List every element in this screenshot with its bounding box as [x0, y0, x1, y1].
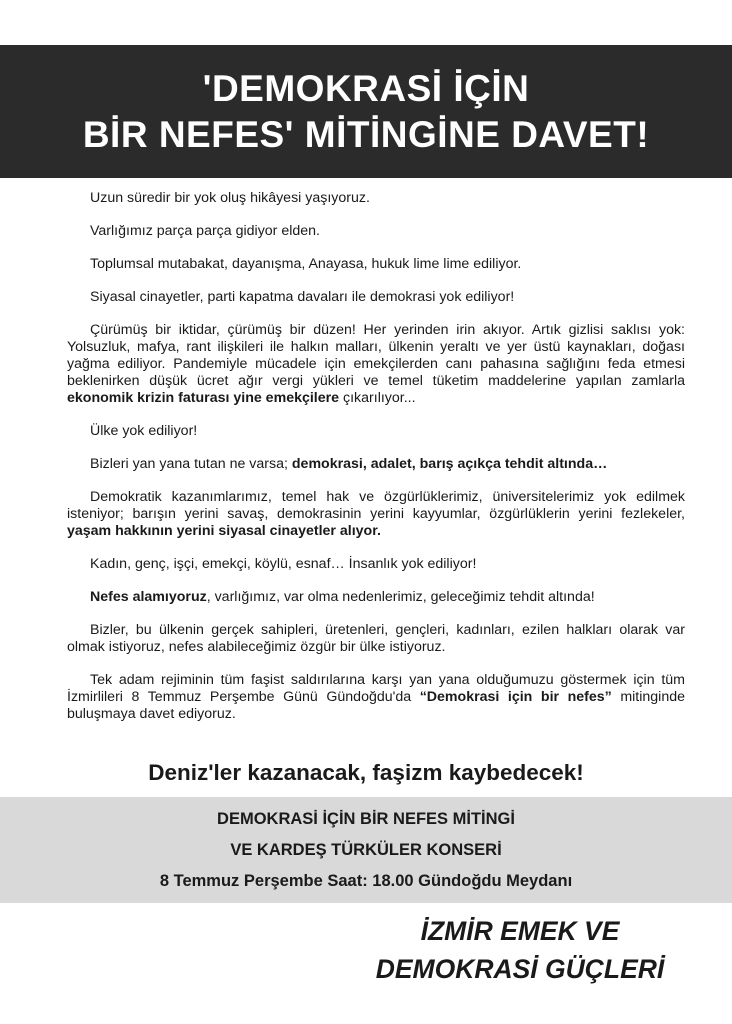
title-banner — [0, 45, 732, 178]
body-paragraph — [67, 672, 685, 723]
event-title: DEMOKRASİ İÇİN BİR NEFES MİTİNGİ — [217, 809, 515, 828]
text-run: Varlığımız parça parça gidiyor elden. — [90, 223, 320, 239]
text-run: Kadın, genç, işçi, emekçi, köylü, esnaf… İnsanlık yok ediliyor! — [90, 556, 477, 572]
text-run: Toplumsal mutabakat, dayanışma, Anayasa, hukuk lime lime ediliyor. — [90, 256, 522, 272]
body-paragraph — [67, 489, 685, 540]
slogan: Deniz'ler kazanacak, faşizm kaybedecek! — [148, 760, 584, 785]
text-run: , varlığımız, var olma nedenlerimiz, geleceğimiz tehdit altında! — [206, 589, 595, 605]
bold-text: ekonomik krizin faturası yine emekçilere — [67, 390, 340, 406]
body-paragraph — [67, 423, 685, 440]
body-paragraph — [67, 622, 685, 656]
text-run: mitinginde buluşmaya davet ediyoruz. — [67, 689, 685, 722]
text-run: Ülke yok ediliyor! — [90, 423, 198, 439]
signature-line-2: DEMOKRASİ GÜÇLERİ — [375, 954, 665, 984]
body-paragraph — [67, 289, 685, 306]
bold-text: Nefes alamıyoruz — [90, 589, 207, 605]
title-line-1: 'DEMOKRASİ İÇİN — [202, 67, 530, 109]
text-run: Bizler, bu ülkenin gerçek sahipleri, üretenleri, gençleri, kadınları, ezilen halkları olarak var olmak istiyoruz, nefes alabileceğimiz özgür bir ülke istiyoruz. — [67, 622, 685, 655]
body-paragraph — [67, 589, 685, 606]
bold-text: yaşam hakkının yerini siyasal cinayetler alıyor. — [67, 523, 381, 539]
title-line-2: BİR NEFES' MİTİNGİNE DAVET! — [82, 113, 650, 155]
text-run: Demokratik kazanımlarımız, temel hak ve özgürlüklerimiz, üniversitelerimiz yok edilmek isteniyor; barışın yerini savaş, demokrasinin yerini kayyumlar, özgürlüklerin yerini fezlekeler, — [67, 489, 685, 522]
body-paragraph — [67, 223, 685, 240]
bold-text: demokrasi, adalet, barış açıkça tehdit altında… — [291, 456, 608, 472]
event-info-band — [0, 797, 732, 903]
body-text — [67, 190, 685, 739]
text-run: Tek adam rejiminin tüm faşist saldırılarına karşı yan yana olduğumuzu göstermek için tüm İzmirlileri 8 Temmuz Perşembe Günü Gündoğdu'da — [67, 672, 685, 705]
event-concert: VE KARDEŞ TÜRKÜLER KONSERİ — [230, 840, 502, 859]
signature — [340, 912, 700, 988]
text-run: Uzun süredir bir yok oluş hikâyesi yaşıyoruz. — [90, 190, 370, 206]
body-paragraph — [67, 456, 685, 473]
body-paragraph — [67, 322, 685, 407]
body-paragraph — [67, 256, 685, 273]
event-date-place: 8 Temmuz Perşembe Saat: 18.00 Gündoğdu Meydanı — [159, 871, 573, 890]
text-run: Bizleri yan yana tutan ne varsa; — [90, 456, 292, 472]
signature-line-1: İZMİR EMEK VE — [420, 916, 620, 946]
bold-text: “Demokrasi için bir nefes” — [419, 689, 612, 705]
text-run: Siyasal cinayetler, parti kapatma davaları ile demokrasi yok ediliyor! — [90, 289, 515, 305]
text-run: çıkarılıyor... — [339, 390, 416, 406]
body-paragraph — [67, 190, 685, 207]
text-run: Çürümüş bir iktidar, çürümüş bir düzen! Her yerinden irin akıyor. Artık gizlisi saklısı yok: Yolsuzluk, mafya, rant ilişkileri ile halkın malları, ülkenin yeraltı ve yer üstü kaynakları, doğası yağma ediliyor. Pandemiyle mücadele için emekçilerden canı pahasına sağlığını feda etmesi beklenirken düşük ücret ağır vergi yükleri ve temel tüketim maddelerine yapılan zamlarla — [67, 322, 685, 389]
body-paragraph — [67, 556, 685, 573]
